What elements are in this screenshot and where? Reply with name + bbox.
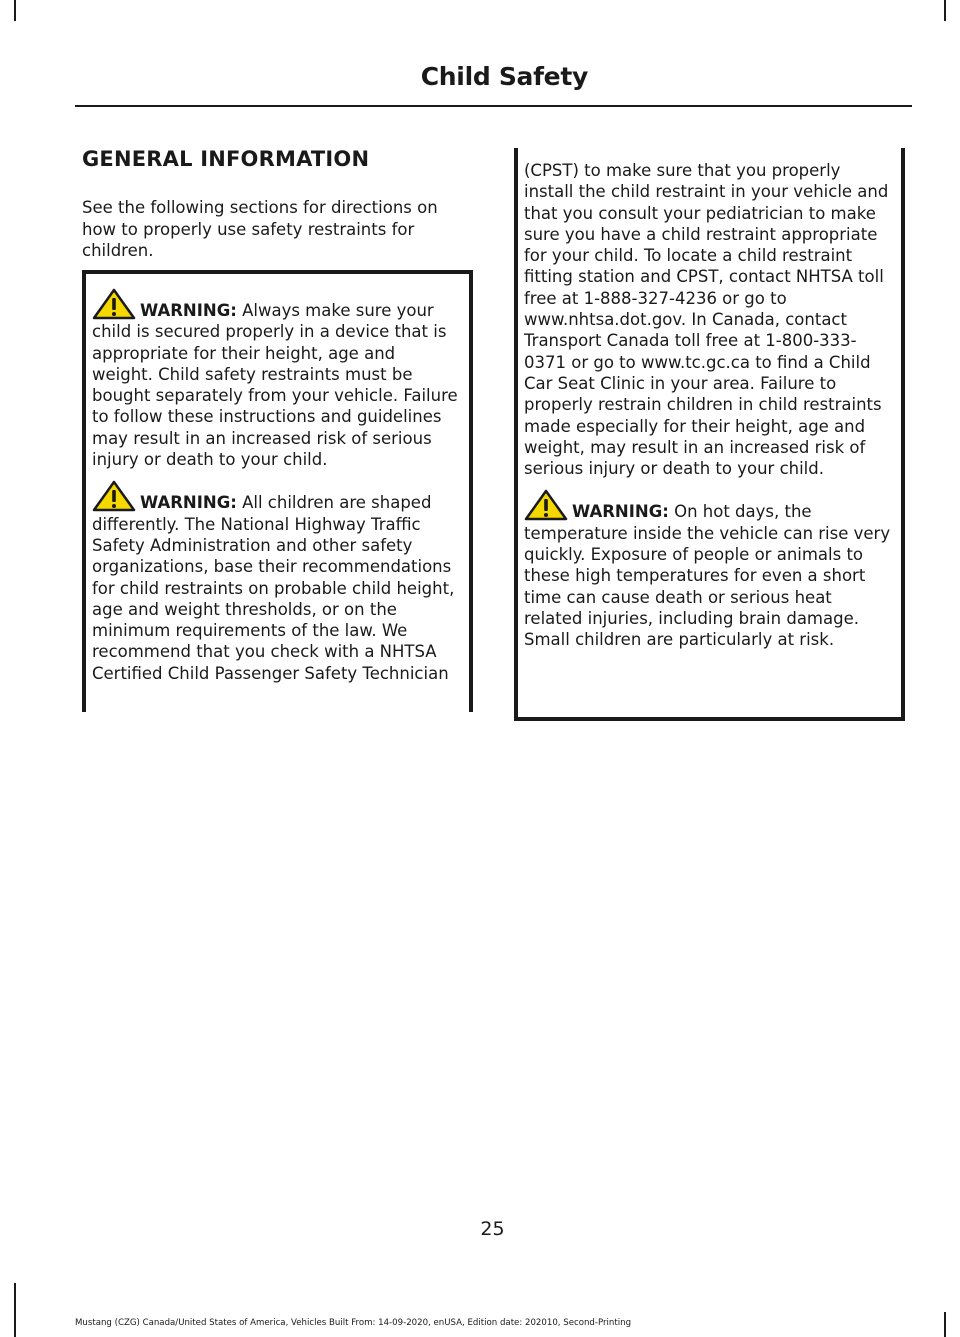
warning-box-left: [82, 270, 473, 712]
warning-text: Always make sure your child is secured properly in a device that is appropriate for their height, age and weight. Child safety restraints must be bought separately from your vehicle. Failure to follow these instructions and guidelines may result in an increased risk of serious injury or death to your child.: [92, 301, 458, 470]
warning-paragraph: [92, 480, 461, 684]
section-title: GENERAL INFORMATION: [82, 147, 370, 171]
warning-paragraph: [524, 489, 893, 650]
warning-continuation: (CPST) to make sure that you properly install the child restraint in your vehicle and that you consult your pediatrician to make sure you have a child restraint appropriate for your child. To locate a child restraint fitting station and CPST, contact NHTSA toll free at 1-888-327-4236 or go to www.nhtsa.dot.gov. In Canada, contact Transport Canada toll free at 1-800-333-0371 or go to www.tc.gc.ca to find a Child Car Seat Clinic in your area. Failure to properly restrain children in child restraints made especially for their height, age and weight, may result in an increased risk of serious injury or death to your child.: [524, 161, 889, 479]
page-number: 25: [480, 1218, 505, 1240]
warning-box-right: [514, 148, 905, 721]
crop-mark-top-right: [944, 0, 946, 21]
crop-mark-bottom-left: [14, 1283, 16, 1337]
warning-text: On hot days, the temperature inside the vehicle can rise very quickly. Exposure of people or animals to these high temperatures for even a short time can cause death or serious heat related injuries, including brain damage. Small children are particularly at risk.: [524, 502, 891, 650]
warning-triangle-icon: [524, 489, 568, 521]
page-header-title: Child Safety: [420, 62, 588, 91]
warning-triangle-icon: [92, 480, 136, 512]
header-divider: [75, 105, 912, 107]
warning-text: All children are shaped differently. The National Highway Traffic Safety Administration and other safety organizations, base their recommendations for child restraints on probable child height, age and weight thresholds, or on the minimum requirements of the law. We recommend that you check with a NHTSA Certified Child Passenger Safety Technician: [92, 493, 455, 683]
warning-label: WARNING:: [572, 502, 669, 522]
warning-paragraph: [92, 288, 461, 470]
crop-mark-top-left: [14, 0, 16, 21]
warning-triangle-icon: [92, 288, 136, 320]
footer-text: Mustang (CZG) Canada/United States of America, Vehicles Built From: 14-09-2020, enUSA, Edition date: 202010, Second-Printing: [75, 1318, 632, 1328]
warning-label: WARNING:: [140, 493, 237, 513]
warning-label: WARNING:: [140, 301, 237, 320]
crop-mark-bottom-right: [944, 1312, 946, 1337]
section-intro: See the following sections for directions on how to properly use safety restraints for children.: [82, 198, 438, 260]
